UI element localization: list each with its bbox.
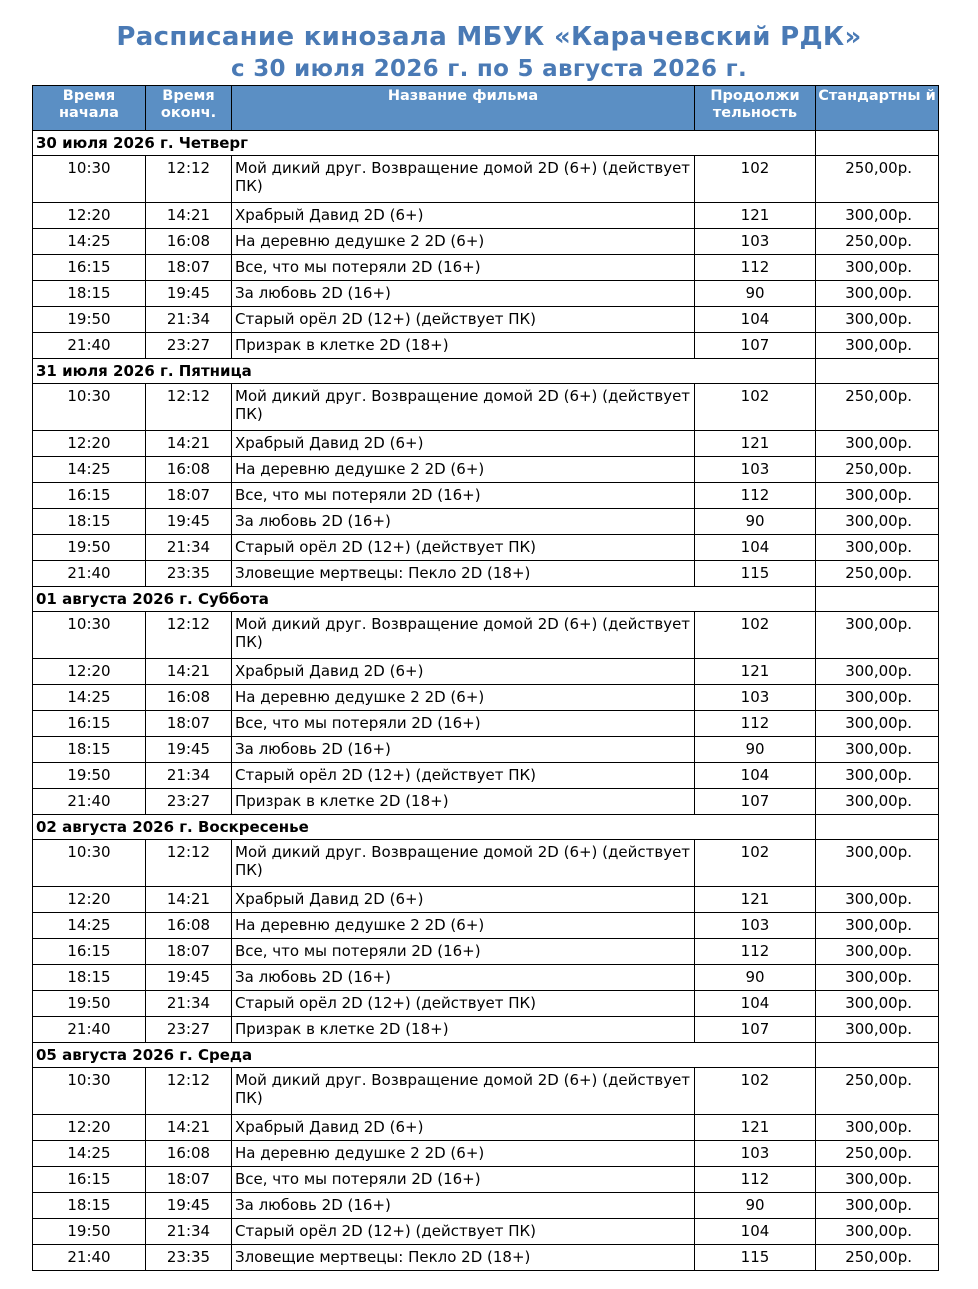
price-cell: 300,00р. bbox=[816, 1193, 939, 1219]
duration-cell: 103 bbox=[695, 685, 816, 711]
end-time-cell: 14:21 bbox=[146, 203, 232, 229]
film-title-cell: Призрак в клетке 2D (18+) bbox=[232, 789, 695, 815]
end-time-cell: 23:35 bbox=[146, 561, 232, 587]
table-row bbox=[33, 333, 939, 359]
duration-cell: 104 bbox=[695, 535, 816, 561]
price-cell: 300,00р. bbox=[816, 535, 939, 561]
table-row bbox=[33, 431, 939, 457]
table-row bbox=[33, 965, 939, 991]
start-time-cell: 19:50 bbox=[33, 991, 146, 1017]
end-time-cell: 18:07 bbox=[146, 711, 232, 737]
price-cell: 300,00р. bbox=[816, 659, 939, 685]
duration-cell: 103 bbox=[695, 913, 816, 939]
start-time-cell: 18:15 bbox=[33, 965, 146, 991]
day-label: 30 июля 2026 г. Четверг bbox=[33, 131, 816, 156]
price-cell: 250,00р. bbox=[816, 156, 939, 203]
film-title-cell: Мой дикий друг. Возвращение домой 2D (6+) (действует ПК) bbox=[232, 156, 695, 203]
table-row bbox=[33, 685, 939, 711]
start-time-cell: 14:25 bbox=[33, 685, 146, 711]
start-time-cell: 21:40 bbox=[33, 333, 146, 359]
start-time-cell: 12:20 bbox=[33, 887, 146, 913]
film-title-cell: Храбрый Давид 2D (6+) bbox=[232, 1115, 695, 1141]
table-row bbox=[33, 255, 939, 281]
start-time-cell: 18:15 bbox=[33, 509, 146, 535]
day-row bbox=[33, 131, 939, 156]
table-row bbox=[33, 659, 939, 685]
price-cell: 300,00р. bbox=[816, 1167, 939, 1193]
film-title-cell: Зловещие мертвецы: Пекло 2D (18+) bbox=[232, 561, 695, 587]
start-time-cell: 12:20 bbox=[33, 1115, 146, 1141]
end-time-cell: 19:45 bbox=[146, 965, 232, 991]
end-time-cell: 18:07 bbox=[146, 255, 232, 281]
end-time-cell: 12:12 bbox=[146, 840, 232, 887]
price-cell: 300,00р. bbox=[816, 203, 939, 229]
film-title-cell: Мой дикий друг. Возвращение домой 2D (6+) (действует ПК) bbox=[232, 840, 695, 887]
end-time-cell: 21:34 bbox=[146, 763, 232, 789]
end-time-cell: 21:34 bbox=[146, 1219, 232, 1245]
price-cell: 300,00р. bbox=[816, 711, 939, 737]
table-row bbox=[33, 457, 939, 483]
table-row bbox=[33, 281, 939, 307]
end-time-cell: 21:34 bbox=[146, 991, 232, 1017]
end-time-cell: 19:45 bbox=[146, 737, 232, 763]
table-row bbox=[33, 789, 939, 815]
header-start: Время начала bbox=[33, 86, 146, 131]
film-title-cell: Призрак в клетке 2D (18+) bbox=[232, 333, 695, 359]
end-time-cell: 18:07 bbox=[146, 1167, 232, 1193]
duration-cell: 107 bbox=[695, 333, 816, 359]
price-cell: 300,00р. bbox=[816, 509, 939, 535]
price-cell: 300,00р. bbox=[816, 685, 939, 711]
start-time-cell: 21:40 bbox=[33, 789, 146, 815]
price-cell: 300,00р. bbox=[816, 1115, 939, 1141]
duration-cell: 121 bbox=[695, 1115, 816, 1141]
start-time-cell: 14:25 bbox=[33, 229, 146, 255]
price-cell: 250,00р. bbox=[816, 1141, 939, 1167]
film-title-cell: Старый орёл 2D (12+) (действует ПК) bbox=[232, 535, 695, 561]
film-title-cell: На деревню дедушке 2 2D (6+) bbox=[232, 1141, 695, 1167]
end-time-cell: 23:27 bbox=[146, 1017, 232, 1043]
film-title-cell: На деревню дедушке 2 2D (6+) bbox=[232, 457, 695, 483]
duration-cell: 102 bbox=[695, 840, 816, 887]
film-title-cell: Все, что мы потеряли 2D (16+) bbox=[232, 939, 695, 965]
price-cell: 300,00р. bbox=[816, 307, 939, 333]
duration-cell: 103 bbox=[695, 229, 816, 255]
price-cell: 250,00р. bbox=[816, 384, 939, 431]
start-time-cell: 21:40 bbox=[33, 1245, 146, 1271]
price-cell: 300,00р. bbox=[816, 281, 939, 307]
price-cell: 300,00р. bbox=[816, 965, 939, 991]
duration-cell: 90 bbox=[695, 509, 816, 535]
table-row bbox=[33, 913, 939, 939]
end-time-cell: 18:07 bbox=[146, 939, 232, 965]
start-time-cell: 19:50 bbox=[33, 1219, 146, 1245]
end-time-cell: 16:08 bbox=[146, 1141, 232, 1167]
end-time-cell: 12:12 bbox=[146, 384, 232, 431]
table-row bbox=[33, 1141, 939, 1167]
film-title-cell: На деревню дедушке 2 2D (6+) bbox=[232, 913, 695, 939]
table-row bbox=[33, 307, 939, 333]
table-row bbox=[33, 711, 939, 737]
end-time-cell: 19:45 bbox=[146, 281, 232, 307]
start-time-cell: 10:30 bbox=[33, 1068, 146, 1115]
duration-cell: 121 bbox=[695, 203, 816, 229]
table-row bbox=[33, 612, 939, 659]
price-cell: 250,00р. bbox=[816, 229, 939, 255]
start-time-cell: 16:15 bbox=[33, 1167, 146, 1193]
end-time-cell: 23:35 bbox=[146, 1245, 232, 1271]
price-cell: 300,00р. bbox=[816, 483, 939, 509]
price-cell: 300,00р. bbox=[816, 431, 939, 457]
start-time-cell: 12:20 bbox=[33, 431, 146, 457]
table-row bbox=[33, 384, 939, 431]
film-title-cell: За любовь 2D (16+) bbox=[232, 965, 695, 991]
start-time-cell: 12:20 bbox=[33, 659, 146, 685]
price-cell: 300,00р. bbox=[816, 333, 939, 359]
table-row bbox=[33, 509, 939, 535]
table-row bbox=[33, 535, 939, 561]
price-cell: 300,00р. bbox=[816, 789, 939, 815]
film-title-cell: Храбрый Давид 2D (6+) bbox=[232, 659, 695, 685]
start-time-cell: 16:15 bbox=[33, 483, 146, 509]
schedule-table bbox=[32, 85, 939, 1271]
table-row bbox=[33, 1115, 939, 1141]
table-row bbox=[33, 1068, 939, 1115]
duration-cell: 102 bbox=[695, 384, 816, 431]
end-time-cell: 21:34 bbox=[146, 307, 232, 333]
page-subtitle: с 30 июля 2026 г. по 5 августа 2026 г. bbox=[231, 56, 747, 82]
start-time-cell: 10:30 bbox=[33, 612, 146, 659]
film-title-cell: Мой дикий друг. Возвращение домой 2D (6+) (действует ПК) bbox=[232, 612, 695, 659]
start-time-cell: 16:15 bbox=[33, 255, 146, 281]
duration-cell: 121 bbox=[695, 431, 816, 457]
price-cell: 300,00р. bbox=[816, 763, 939, 789]
duration-cell: 115 bbox=[695, 561, 816, 587]
film-title-cell: За любовь 2D (16+) bbox=[232, 509, 695, 535]
start-time-cell: 21:40 bbox=[33, 561, 146, 587]
end-time-cell: 23:27 bbox=[146, 333, 232, 359]
start-time-cell: 19:50 bbox=[33, 535, 146, 561]
film-title-cell: Старый орёл 2D (12+) (действует ПК) bbox=[232, 307, 695, 333]
table-row bbox=[33, 229, 939, 255]
header-price: Стандартны й bbox=[816, 86, 939, 131]
price-cell: 300,00р. bbox=[816, 255, 939, 281]
day-row bbox=[33, 1043, 939, 1068]
duration-cell: 112 bbox=[695, 939, 816, 965]
start-time-cell: 19:50 bbox=[33, 307, 146, 333]
table-row bbox=[33, 1245, 939, 1271]
end-time-cell: 16:08 bbox=[146, 229, 232, 255]
start-time-cell: 21:40 bbox=[33, 1017, 146, 1043]
film-title-cell: Мой дикий друг. Возвращение домой 2D (6+) (действует ПК) bbox=[232, 384, 695, 431]
table-row bbox=[33, 561, 939, 587]
price-cell: 300,00р. bbox=[816, 887, 939, 913]
table-row bbox=[33, 203, 939, 229]
end-time-cell: 12:12 bbox=[146, 612, 232, 659]
film-title-cell: Все, что мы потеряли 2D (16+) bbox=[232, 255, 695, 281]
film-title-cell: Все, что мы потеряли 2D (16+) bbox=[232, 483, 695, 509]
header-film: Название фильма bbox=[232, 86, 695, 131]
day-row bbox=[33, 359, 939, 384]
day-label: 31 июля 2026 г. Пятница bbox=[33, 359, 816, 384]
end-time-cell: 19:45 bbox=[146, 509, 232, 535]
table-header-row bbox=[33, 86, 939, 131]
duration-cell: 115 bbox=[695, 1245, 816, 1271]
day-row bbox=[33, 815, 939, 840]
film-title-cell: Старый орёл 2D (12+) (действует ПК) bbox=[232, 1219, 695, 1245]
start-time-cell: 18:15 bbox=[33, 737, 146, 763]
day-empty-cell bbox=[816, 359, 939, 384]
end-time-cell: 14:21 bbox=[146, 1115, 232, 1141]
duration-cell: 121 bbox=[695, 887, 816, 913]
day-label: 02 августа 2026 г. Воскресенье bbox=[33, 815, 816, 840]
film-title-cell: Все, что мы потеряли 2D (16+) bbox=[232, 711, 695, 737]
film-title-cell: Зловещие мертвецы: Пекло 2D (18+) bbox=[232, 1245, 695, 1271]
duration-cell: 104 bbox=[695, 1219, 816, 1245]
page-title: Расписание кинозала МБУК «Карачевский РДК» bbox=[116, 22, 862, 52]
table-row bbox=[33, 156, 939, 203]
start-time-cell: 14:25 bbox=[33, 457, 146, 483]
end-time-cell: 18:07 bbox=[146, 483, 232, 509]
price-cell: 250,00р. bbox=[816, 1245, 939, 1271]
day-label: 05 августа 2026 г. Среда bbox=[33, 1043, 816, 1068]
duration-cell: 121 bbox=[695, 659, 816, 685]
film-title-cell: Все, что мы потеряли 2D (16+) bbox=[232, 1167, 695, 1193]
film-title-cell: За любовь 2D (16+) bbox=[232, 281, 695, 307]
end-time-cell: 14:21 bbox=[146, 887, 232, 913]
price-cell: 250,00р. bbox=[816, 457, 939, 483]
film-title-cell: На деревню дедушке 2 2D (6+) bbox=[232, 229, 695, 255]
table-row bbox=[33, 763, 939, 789]
header-end: Время оконч. bbox=[146, 86, 232, 131]
duration-cell: 112 bbox=[695, 1167, 816, 1193]
duration-cell: 107 bbox=[695, 789, 816, 815]
table-row bbox=[33, 1017, 939, 1043]
day-empty-cell bbox=[816, 1043, 939, 1068]
start-time-cell: 19:50 bbox=[33, 763, 146, 789]
film-title-cell: На деревню дедушке 2 2D (6+) bbox=[232, 685, 695, 711]
film-title-cell: Храбрый Давид 2D (6+) bbox=[232, 431, 695, 457]
start-time-cell: 10:30 bbox=[33, 384, 146, 431]
day-row bbox=[33, 587, 939, 612]
start-time-cell: 12:20 bbox=[33, 203, 146, 229]
price-cell: 250,00р. bbox=[816, 561, 939, 587]
duration-cell: 112 bbox=[695, 483, 816, 509]
film-title-cell: Старый орёл 2D (12+) (действует ПК) bbox=[232, 763, 695, 789]
end-time-cell: 19:45 bbox=[146, 1193, 232, 1219]
start-time-cell: 16:15 bbox=[33, 711, 146, 737]
table-row bbox=[33, 840, 939, 887]
film-title-cell: Мой дикий друг. Возвращение домой 2D (6+) (действует ПК) bbox=[232, 1068, 695, 1115]
table-row bbox=[33, 1219, 939, 1245]
price-cell: 300,00р. bbox=[816, 737, 939, 763]
duration-cell: 112 bbox=[695, 255, 816, 281]
duration-cell: 102 bbox=[695, 612, 816, 659]
table-row bbox=[33, 1167, 939, 1193]
price-cell: 300,00р. bbox=[816, 1219, 939, 1245]
price-cell: 300,00р. bbox=[816, 1017, 939, 1043]
film-title-cell: Старый орёл 2D (12+) (действует ПК) bbox=[232, 991, 695, 1017]
table-row bbox=[33, 483, 939, 509]
start-time-cell: 18:15 bbox=[33, 281, 146, 307]
duration-cell: 102 bbox=[695, 1068, 816, 1115]
end-time-cell: 16:08 bbox=[146, 457, 232, 483]
duration-cell: 90 bbox=[695, 965, 816, 991]
table-row bbox=[33, 887, 939, 913]
start-time-cell: 10:30 bbox=[33, 156, 146, 203]
film-title-cell: За любовь 2D (16+) bbox=[232, 1193, 695, 1219]
header-duration: Продолжи тельность bbox=[695, 86, 816, 131]
end-time-cell: 12:12 bbox=[146, 1068, 232, 1115]
duration-cell: 102 bbox=[695, 156, 816, 203]
start-time-cell: 14:25 bbox=[33, 1141, 146, 1167]
film-title-cell: Призрак в клетке 2D (18+) bbox=[232, 1017, 695, 1043]
duration-cell: 90 bbox=[695, 737, 816, 763]
start-time-cell: 18:15 bbox=[33, 1193, 146, 1219]
end-time-cell: 23:27 bbox=[146, 789, 232, 815]
price-cell: 300,00р. bbox=[816, 913, 939, 939]
film-title-cell: Храбрый Давид 2D (6+) bbox=[232, 203, 695, 229]
table-row bbox=[33, 939, 939, 965]
table-row bbox=[33, 991, 939, 1017]
start-time-cell: 10:30 bbox=[33, 840, 146, 887]
end-time-cell: 14:21 bbox=[146, 431, 232, 457]
duration-cell: 104 bbox=[695, 307, 816, 333]
table-row bbox=[33, 737, 939, 763]
schedule-body bbox=[33, 131, 939, 1271]
end-time-cell: 21:34 bbox=[146, 535, 232, 561]
film-title-cell: За любовь 2D (16+) bbox=[232, 737, 695, 763]
duration-cell: 103 bbox=[695, 1141, 816, 1167]
duration-cell: 107 bbox=[695, 1017, 816, 1043]
duration-cell: 90 bbox=[695, 1193, 816, 1219]
duration-cell: 90 bbox=[695, 281, 816, 307]
end-time-cell: 16:08 bbox=[146, 913, 232, 939]
duration-cell: 104 bbox=[695, 991, 816, 1017]
price-cell: 300,00р. bbox=[816, 991, 939, 1017]
duration-cell: 103 bbox=[695, 457, 816, 483]
duration-cell: 104 bbox=[695, 763, 816, 789]
day-label: 01 августа 2026 г. Суббота bbox=[33, 587, 816, 612]
day-empty-cell bbox=[816, 815, 939, 840]
price-cell: 300,00р. bbox=[816, 840, 939, 887]
end-time-cell: 16:08 bbox=[146, 685, 232, 711]
end-time-cell: 14:21 bbox=[146, 659, 232, 685]
day-empty-cell bbox=[816, 587, 939, 612]
day-empty-cell bbox=[816, 131, 939, 156]
price-cell: 300,00р. bbox=[816, 939, 939, 965]
start-time-cell: 16:15 bbox=[33, 939, 146, 965]
end-time-cell: 12:12 bbox=[146, 156, 232, 203]
price-cell: 250,00р. bbox=[816, 1068, 939, 1115]
duration-cell: 112 bbox=[695, 711, 816, 737]
start-time-cell: 14:25 bbox=[33, 913, 146, 939]
price-cell: 300,00р. bbox=[816, 612, 939, 659]
film-title-cell: Храбрый Давид 2D (6+) bbox=[232, 887, 695, 913]
table-row bbox=[33, 1193, 939, 1219]
